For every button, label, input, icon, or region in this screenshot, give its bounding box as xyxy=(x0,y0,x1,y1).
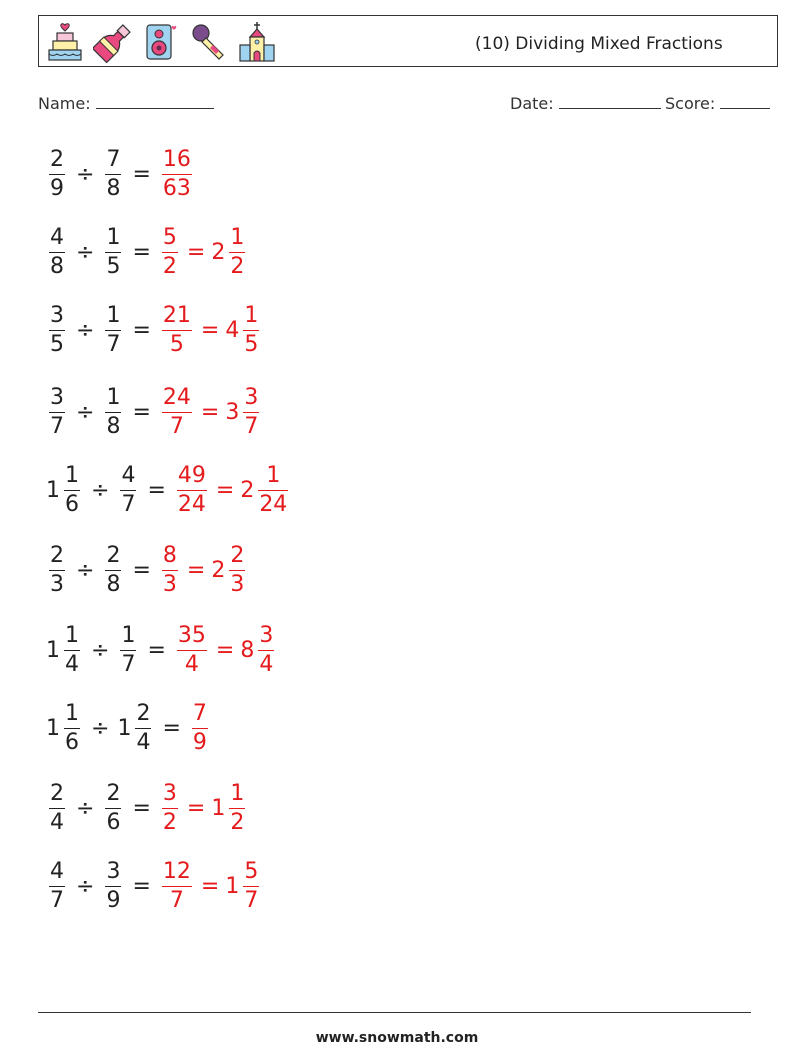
dividend-fraction xyxy=(49,384,65,439)
dividend-numerator: 1 xyxy=(65,700,79,726)
equals-sign: = xyxy=(132,557,151,583)
answer-mixed-whole: 3 xyxy=(225,399,240,425)
divisor-denominator: 8 xyxy=(106,413,121,439)
score-field[interactable] xyxy=(665,94,770,113)
dividend-denominator: 5 xyxy=(50,331,64,357)
dividend-fraction xyxy=(49,542,65,597)
dividend-whole: 1 xyxy=(46,477,60,503)
problem-row xyxy=(46,856,262,916)
answer-equals-sign: = xyxy=(186,795,206,821)
answer-improper-numerator: 24 xyxy=(162,384,191,410)
divisor xyxy=(102,146,124,201)
answer-improper-numerator: 8 xyxy=(162,542,177,568)
dividend-denominator: 9 xyxy=(50,175,64,201)
dividend xyxy=(46,146,68,201)
answer-mixed-whole: 1 xyxy=(225,873,240,899)
answer xyxy=(159,224,248,279)
dividend-denominator: 3 xyxy=(50,571,64,597)
answer xyxy=(159,384,262,439)
dividend-denominator: 6 xyxy=(65,491,79,517)
answer-improper-fraction xyxy=(192,700,208,755)
score-blank[interactable] xyxy=(720,94,770,109)
answer-mixed xyxy=(225,302,262,357)
answer-mixed-numerator: 1 xyxy=(244,302,259,328)
dividend-fraction xyxy=(49,858,65,913)
dividend-whole: 1 xyxy=(46,715,60,741)
divisor-fraction xyxy=(105,384,121,439)
problem-row xyxy=(46,698,211,758)
divide-sign: ÷ xyxy=(76,399,95,425)
answer-mixed-denominator: 7 xyxy=(244,887,259,913)
worksheet-title: (10) Dividing Mixed Fractions xyxy=(475,34,723,54)
cake-icon xyxy=(45,21,85,63)
divisor xyxy=(102,384,124,439)
divisor-denominator: 7 xyxy=(121,651,136,677)
dividend-numerator: 1 xyxy=(65,462,79,488)
divisor-fraction xyxy=(105,302,121,357)
divisor-whole: 1 xyxy=(117,715,132,741)
answer-equals-sign: = xyxy=(200,873,220,899)
answer-improper-denominator: 9 xyxy=(192,729,207,755)
answer-mixed xyxy=(211,224,248,279)
dividend-fraction xyxy=(49,224,65,279)
dividend xyxy=(46,224,68,279)
answer-equals-sign: = xyxy=(186,557,206,583)
problem-row xyxy=(46,300,262,360)
answer-mixed-numerator: 1 xyxy=(230,224,245,250)
dividend-denominator: 8 xyxy=(50,253,64,279)
date-field[interactable] xyxy=(510,94,661,113)
dividend-numerator: 2 xyxy=(50,780,64,806)
problem-row xyxy=(46,460,291,520)
divisor-denominator: 7 xyxy=(121,491,136,517)
answer-mixed-denominator: 24 xyxy=(259,491,288,517)
answer-mixed-fraction xyxy=(229,780,245,835)
answer-improper-fraction xyxy=(162,542,178,597)
answer-mixed-whole: 8 xyxy=(240,637,255,663)
dividend-fraction xyxy=(49,780,65,835)
divisor-numerator: 1 xyxy=(106,224,121,250)
answer-improper xyxy=(159,302,195,357)
answer-mixed-numerator: 3 xyxy=(244,384,259,410)
name-blank[interactable] xyxy=(96,94,214,109)
problem-row xyxy=(46,144,195,204)
divide-sign: ÷ xyxy=(91,637,110,663)
answer-improper-denominator: 5 xyxy=(162,330,192,356)
divisor xyxy=(102,780,124,835)
church-icon xyxy=(237,21,277,63)
dividend-fraction xyxy=(64,622,80,677)
divisor xyxy=(102,302,124,357)
answer-improper xyxy=(159,224,181,279)
divisor-denominator: 4 xyxy=(136,729,151,755)
divide-sign: ÷ xyxy=(91,477,110,503)
answer-improper xyxy=(159,780,181,835)
answer-improper-fraction xyxy=(162,146,192,201)
answer-improper-denominator: 24 xyxy=(177,491,206,517)
divide-sign: ÷ xyxy=(76,239,95,265)
answer-improper-fraction xyxy=(162,384,192,439)
answer-mixed-whole: 2 xyxy=(240,477,255,503)
divisor-fraction xyxy=(105,542,121,597)
answer-mixed-whole: 4 xyxy=(225,317,240,343)
equals-sign: = xyxy=(132,317,151,343)
answer-improper-fraction xyxy=(162,302,192,357)
answer-improper xyxy=(174,462,210,517)
answer-mixed-fraction xyxy=(229,542,245,597)
answer-mixed-whole: 2 xyxy=(211,557,226,583)
divide-sign: ÷ xyxy=(76,873,95,899)
equals-sign: = xyxy=(147,637,166,663)
problem-row xyxy=(46,620,277,680)
divisor-numerator: 2 xyxy=(106,780,121,806)
answer-improper-fraction xyxy=(162,224,178,279)
answer-mixed-numerator: 1 xyxy=(230,780,245,806)
divide-sign: ÷ xyxy=(76,557,95,583)
divisor-fraction xyxy=(120,622,136,677)
answer-mixed-denominator: 7 xyxy=(244,413,259,439)
answer-equals-sign: = xyxy=(186,239,206,265)
equals-sign: = xyxy=(162,715,181,741)
answer-mixed-numerator: 3 xyxy=(259,622,274,648)
divisor xyxy=(102,224,124,279)
answer xyxy=(174,622,277,677)
dividend-whole: 1 xyxy=(46,637,60,663)
answer-improper xyxy=(159,384,195,439)
dividend-numerator: 4 xyxy=(50,224,64,250)
answer-mixed xyxy=(240,462,291,517)
answer xyxy=(159,858,262,913)
answer-mixed-numerator: 5 xyxy=(244,858,259,884)
date-label: Date: xyxy=(510,94,554,113)
dividend-denominator: 6 xyxy=(65,729,79,755)
champagne-icon xyxy=(93,21,133,63)
equals-sign: = xyxy=(132,161,151,187)
answer-improper xyxy=(159,858,195,913)
answer-mixed-denominator: 2 xyxy=(230,253,245,279)
answer-equals-sign: = xyxy=(200,399,220,425)
answer xyxy=(159,302,262,357)
dividend-denominator: 4 xyxy=(50,809,64,835)
answer-improper-numerator: 5 xyxy=(162,224,177,250)
dividend xyxy=(46,302,68,357)
divisor-numerator: 4 xyxy=(121,462,136,488)
divide-sign: ÷ xyxy=(76,795,95,821)
problem-row xyxy=(46,382,262,442)
divisor-fraction xyxy=(105,858,121,913)
dividend-numerator: 1 xyxy=(65,622,79,648)
divisor-numerator: 1 xyxy=(106,302,121,328)
microphone-icon xyxy=(189,21,229,63)
answer-mixed xyxy=(211,542,248,597)
answer-mixed-fraction xyxy=(258,462,288,517)
divisor-denominator: 9 xyxy=(106,887,121,913)
answer-mixed xyxy=(225,384,262,439)
answer-improper-fraction xyxy=(177,622,207,677)
divisor xyxy=(102,858,124,913)
divisor-numerator: 1 xyxy=(121,622,136,648)
divisor-denominator: 8 xyxy=(106,571,121,597)
dividend-denominator: 4 xyxy=(65,651,79,677)
answer-equals-sign: = xyxy=(200,317,220,343)
divide-sign: ÷ xyxy=(91,715,110,741)
dividend-numerator: 3 xyxy=(50,302,64,328)
divisor-denominator: 8 xyxy=(106,175,121,201)
equals-sign: = xyxy=(132,795,151,821)
answer xyxy=(159,146,195,201)
divisor xyxy=(117,462,139,517)
answer-improper-fraction xyxy=(177,462,207,517)
divide-sign: ÷ xyxy=(76,317,95,343)
answer-mixed xyxy=(240,622,277,677)
divisor-denominator: 5 xyxy=(106,253,121,279)
equals-sign: = xyxy=(132,399,151,425)
divisor-numerator: 1 xyxy=(106,384,121,410)
divisor-fraction xyxy=(105,780,121,835)
dividend xyxy=(46,700,83,755)
answer-mixed-fraction xyxy=(243,858,259,913)
answer-improper-numerator: 12 xyxy=(162,858,191,884)
answer-mixed-fraction xyxy=(258,622,274,677)
answer-improper-denominator: 2 xyxy=(162,809,177,835)
divisor xyxy=(102,542,124,597)
answer-mixed xyxy=(211,780,248,835)
answer-improper-numerator: 16 xyxy=(162,146,191,172)
dividend-fraction xyxy=(49,302,65,357)
dividend-numerator: 3 xyxy=(50,384,64,410)
answer-improper-numerator: 49 xyxy=(177,462,206,488)
answer-improper-denominator: 4 xyxy=(177,650,207,676)
speaker-icon xyxy=(141,21,181,63)
divisor xyxy=(117,700,154,755)
answer-improper-denominator: 3 xyxy=(162,571,177,597)
name-field[interactable] xyxy=(38,94,214,113)
divisor xyxy=(117,622,139,677)
answer-mixed-numerator: 1 xyxy=(266,462,281,488)
dividend-numerator: 2 xyxy=(50,146,64,172)
problem-row xyxy=(46,778,248,838)
answer-mixed-denominator: 2 xyxy=(230,809,245,835)
answer-mixed-denominator: 5 xyxy=(244,331,259,357)
answer-improper xyxy=(159,542,181,597)
answer-improper-numerator: 35 xyxy=(177,622,206,648)
divisor-fraction xyxy=(105,146,121,201)
answer-improper-numerator: 3 xyxy=(162,780,177,806)
answer-mixed-whole: 2 xyxy=(211,239,226,265)
answer-improper-fraction xyxy=(162,780,178,835)
answer-mixed xyxy=(225,858,262,913)
answer-mixed-fraction xyxy=(229,224,245,279)
worksheet-header xyxy=(38,15,778,67)
dividend xyxy=(46,780,68,835)
score-label: Score: xyxy=(665,94,716,113)
divisor-numerator: 3 xyxy=(106,858,121,884)
divisor-fraction xyxy=(135,700,151,755)
answer-improper-denominator: 63 xyxy=(162,175,191,201)
dividend xyxy=(46,622,83,677)
divide-sign: ÷ xyxy=(76,161,95,187)
answer-improper-numerator: 7 xyxy=(192,700,207,726)
equals-sign: = xyxy=(132,239,151,265)
problem-row xyxy=(46,222,248,282)
footer-url: www.snowmath.com xyxy=(315,1030,479,1046)
divisor-numerator: 2 xyxy=(136,700,151,726)
divisor-fraction xyxy=(120,462,136,517)
header-icons xyxy=(45,20,277,64)
answer-improper-denominator: 7 xyxy=(162,412,192,438)
answer xyxy=(159,542,248,597)
name-label: Name: xyxy=(38,94,91,113)
dividend-fraction xyxy=(64,462,80,517)
dividend-denominator: 7 xyxy=(50,413,64,439)
answer-mixed-numerator: 2 xyxy=(230,542,245,568)
dividend-numerator: 4 xyxy=(50,858,64,884)
answer-mixed-whole: 1 xyxy=(211,795,226,821)
answer-improper-denominator: 2 xyxy=(162,253,177,279)
answer-mixed-fraction xyxy=(243,384,259,439)
equals-sign: = xyxy=(132,873,151,899)
dividend xyxy=(46,542,68,597)
answer-mixed-denominator: 4 xyxy=(259,651,274,677)
answer-improper-fraction xyxy=(162,858,192,913)
date-blank[interactable] xyxy=(559,94,661,109)
answer xyxy=(174,462,291,517)
divisor-denominator: 6 xyxy=(106,809,121,835)
dividend xyxy=(46,384,68,439)
answer xyxy=(159,780,248,835)
divisor-denominator: 7 xyxy=(106,331,121,357)
answer-improper xyxy=(159,146,195,201)
divisor-numerator: 2 xyxy=(106,542,121,568)
dividend-fraction xyxy=(49,146,65,201)
dividend xyxy=(46,462,83,517)
answer-improper-denominator: 7 xyxy=(162,886,192,912)
equals-sign: = xyxy=(147,477,166,503)
answer-improper-numerator: 21 xyxy=(162,302,191,328)
problem-row xyxy=(46,540,248,600)
answer-equals-sign: = xyxy=(215,477,235,503)
answer-mixed-fraction xyxy=(243,302,259,357)
dividend-denominator: 7 xyxy=(50,887,64,913)
answer-improper xyxy=(174,622,210,677)
dividend xyxy=(46,858,68,913)
answer-improper xyxy=(189,700,211,755)
answer-mixed-denominator: 3 xyxy=(230,571,245,597)
answer-equals-sign: = xyxy=(215,637,235,663)
divisor-numerator: 7 xyxy=(106,146,121,172)
footer-divider xyxy=(38,1012,751,1013)
dividend-numerator: 2 xyxy=(50,542,64,568)
divisor-fraction xyxy=(105,224,121,279)
dividend-fraction xyxy=(64,700,80,755)
answer xyxy=(189,700,211,755)
